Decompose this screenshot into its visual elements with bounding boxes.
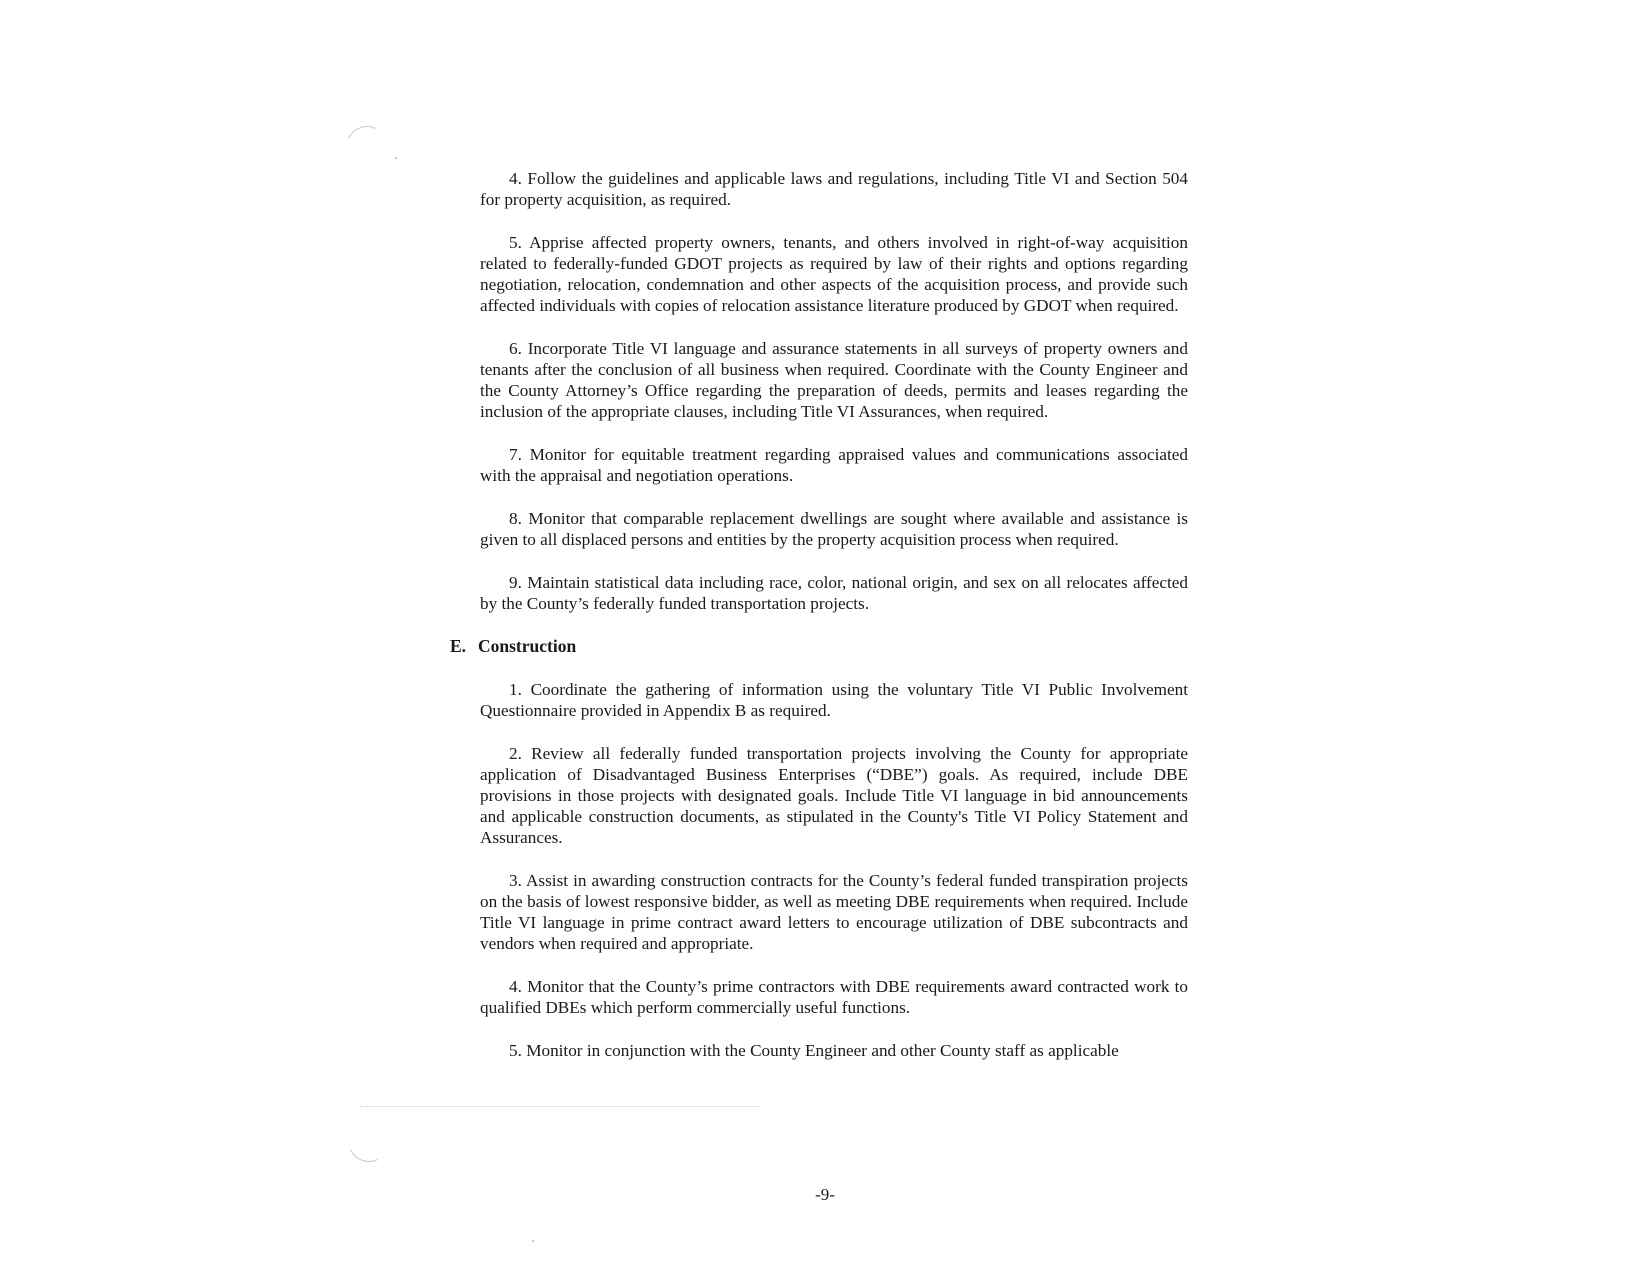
paragraph-item-5: 5. Apprise affected property owners, tenants, and others involved in right-of-way acquisition related to federally-funded GDOT projects as required by law of their rights and options regarding negotiation, relocation, condemnation and other aspects of the acquisition process, and provide such affected individuals with copies of relocation assistance literature produced by GDOT when required. [480,233,1188,315]
paragraph-item-9: 9. Maintain statistical data including race, color, national origin, and sex on all relocates affected by the County’s federally funded transportation projects. [480,573,1188,613]
page-number-text: -9- [815,1185,835,1204]
paragraph-item-7: 7. Monitor for equitable treatment regarding appraised values and communications associated with the appraisal and negotiation operations. [480,445,1188,485]
paragraph-construction-2: 2. Review all federally funded transportation projects involving the County for appropriate application of Disadvantaged Business Enterprises (“DBE”) goals. As required, include DBE provisions in those projects with designated goals. Include Title VI language in bid announcements and applicable construction documents, as stipulated in the County's Title VI Policy Statement and Assurances. [480,744,1188,847]
paragraph-construction-3: 3. Assist in awarding construction contracts for the County’s federal funded transpiration projects on the basis of lowest responsive bidder, as well as meeting DBE requirements when required. Include Title VI language in prime contract award letters to encourage utilization of DBE subcontracts and vendors when required and appropriate. [480,871,1188,953]
paragraph-construction-1: 1. Coordinate the gathering of information using the voluntary Title VI Public Involvement Questionnaire provided in Appendix B as required. [480,680,1188,720]
scan-speck [532,1240,534,1242]
paragraph-construction-4: 4. Monitor that the County’s prime contractors with DBE requirements award contracted work to qualified DBEs which perform commercially useful functions. [480,977,1188,1017]
section-title: Construction [478,636,577,656]
page-number [0,1185,1650,1205]
scan-artifact-arc [342,1114,396,1168]
scan-artifact-arc [340,120,394,174]
paragraph-item-4: 4. Follow the guidelines and applicable laws and regulations, including Title VI and Section 504 for property acquisition, as required. [480,169,1188,209]
paragraph-item-8: 8. Monitor that comparable replacement dwellings are sought where available and assistance is given to all displaced persons and entities by the property acquisition process when required. [480,509,1188,549]
scan-speck [395,157,397,159]
paragraph-construction-5: 5. Monitor in conjunction with the County Engineer and other County staff as applicable [509,1041,1119,1060]
paragraph-item-6: 6. Incorporate Title VI language and assurance statements in all surveys of property owners and tenants after the conclusion of all business when required. Coordinate with the County Engineer and the County Attorney’s Office regarding the preparation of deeds, permits and leases regarding the inclusion of the appropriate clauses, including Title VI Assurances, when required. [480,339,1188,421]
document-body [450,168,1188,1083]
section-heading [450,636,1188,657]
scan-artifact-dotted-line [360,1106,760,1107]
section-letter: E. [450,636,467,656]
